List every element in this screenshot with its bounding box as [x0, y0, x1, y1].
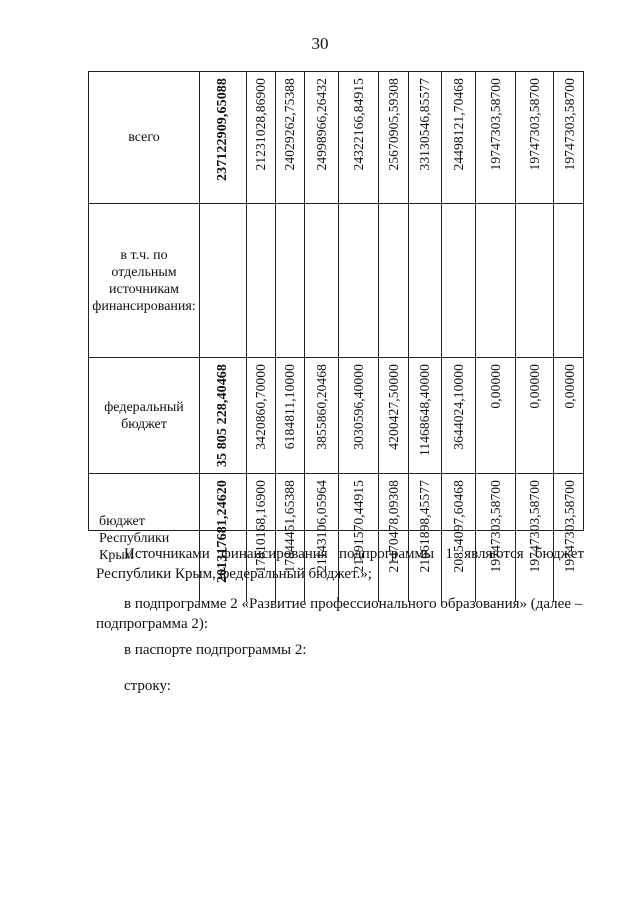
- cell-value: 3030596,40000: [350, 364, 366, 450]
- passport-paragraph: в паспорте подпрограммы 2:: [124, 642, 307, 658]
- page-number: 30: [311, 34, 329, 53]
- row-label: в т.ч. по отдельным источникам финансирования:: [89, 204, 200, 357]
- table-row-federal: [89, 358, 583, 474]
- table-cell: [305, 72, 339, 203]
- cell-value: 17810168,16900: [253, 480, 268, 573]
- cell-value: 3420860,70000: [253, 364, 268, 450]
- cell-value: 3644024,10000: [450, 364, 466, 450]
- cell-value: 21143106,05964: [313, 480, 329, 573]
- cell-value: 0,00000: [526, 364, 542, 409]
- table-cell: [442, 358, 476, 473]
- table-cell: [247, 358, 276, 473]
- cell-value: 19747303,58700: [487, 78, 503, 171]
- row-label: федеральный бюджет: [89, 358, 200, 473]
- cell-value: 0,00000: [561, 364, 577, 409]
- subprogram-2-paragraph: в подпрограмме 2 «Развитие профессионального образования» (далее – подпрограмма 2):: [96, 596, 583, 632]
- table-cell: [379, 204, 409, 357]
- table-cell: [305, 204, 339, 357]
- row-paragraph: строку:: [124, 678, 171, 694]
- table-row-sources: [89, 204, 583, 358]
- table-cell: [409, 358, 442, 473]
- table-cell: [516, 204, 554, 357]
- table-cell: [554, 204, 585, 357]
- table-cell: [476, 72, 516, 203]
- table-cell-total: [200, 72, 247, 203]
- table-cell: [516, 72, 554, 203]
- table-cell: [305, 358, 339, 473]
- cell-value: 17844451,65388: [282, 480, 297, 573]
- cell-value: 21231028,86900: [253, 78, 268, 171]
- cell-value: 24322166,84915: [350, 78, 366, 171]
- row-label: всего: [89, 72, 200, 203]
- table-cell: [442, 204, 476, 357]
- table-cell: [442, 72, 476, 203]
- row-label: бюджет Республики Крым: [89, 474, 200, 602]
- table-cell: [339, 358, 379, 473]
- table-cell: [247, 72, 276, 203]
- cell-value: 19747303,58700: [561, 480, 577, 573]
- cell-value: 20854097,60468: [450, 480, 466, 573]
- table-cell: [554, 358, 585, 473]
- table-cell: [379, 358, 409, 473]
- table-cell: [409, 204, 442, 357]
- table-cell-total: [200, 358, 247, 473]
- table-cell: [409, 72, 442, 203]
- cell-value: 24029262,75388: [282, 78, 297, 171]
- table-cell: [276, 358, 305, 473]
- table-row-total: [89, 72, 583, 204]
- cell-value: 25670905,59308: [385, 78, 401, 171]
- cell-value: 237122909,65088: [215, 78, 230, 181]
- cell-value: 21291570,44915: [350, 480, 366, 573]
- cell-value: 201317681,24620: [215, 480, 230, 583]
- cell-value: 0,00000: [487, 364, 503, 409]
- cell-value: 11468648,40000: [417, 364, 432, 457]
- table-cell: [476, 204, 516, 357]
- cell-value: 19747303,58700: [561, 78, 577, 171]
- financing-sources-paragraph: Источниками финансирования подпрограммы 1 являются бюджет Республики Крым, федеральный бюджет.»;: [96, 546, 584, 582]
- cell-value: 3855860,20468: [313, 364, 329, 450]
- cell-value: 24998966,26432: [313, 78, 329, 171]
- cell-value: 21661898,45577: [417, 480, 432, 573]
- cell-value: 24498121,70468: [450, 78, 466, 171]
- table-cell: [276, 204, 305, 357]
- cell-value: 33130546,85577: [417, 78, 432, 171]
- table-cell: [379, 72, 409, 203]
- table-cell-total: [200, 204, 247, 357]
- cell-value: 19747303,58700: [526, 78, 542, 171]
- cell-value: 35 805 228,40468: [215, 364, 230, 468]
- table-cell: [554, 72, 585, 203]
- table-cell: [339, 204, 379, 357]
- cell-value: 4200427,50000: [385, 364, 401, 450]
- table-cell: [339, 72, 379, 203]
- cell-value: 6184811,10000: [282, 364, 297, 450]
- table-cell: [476, 358, 516, 473]
- table-cell: [247, 204, 276, 357]
- table-cell: [276, 72, 305, 203]
- cell-value: 19747303,58700: [487, 480, 503, 573]
- table-cell: [516, 358, 554, 473]
- cell-value: 19747303,58700: [526, 480, 542, 573]
- cell-value: 21470478,09308: [385, 480, 401, 573]
